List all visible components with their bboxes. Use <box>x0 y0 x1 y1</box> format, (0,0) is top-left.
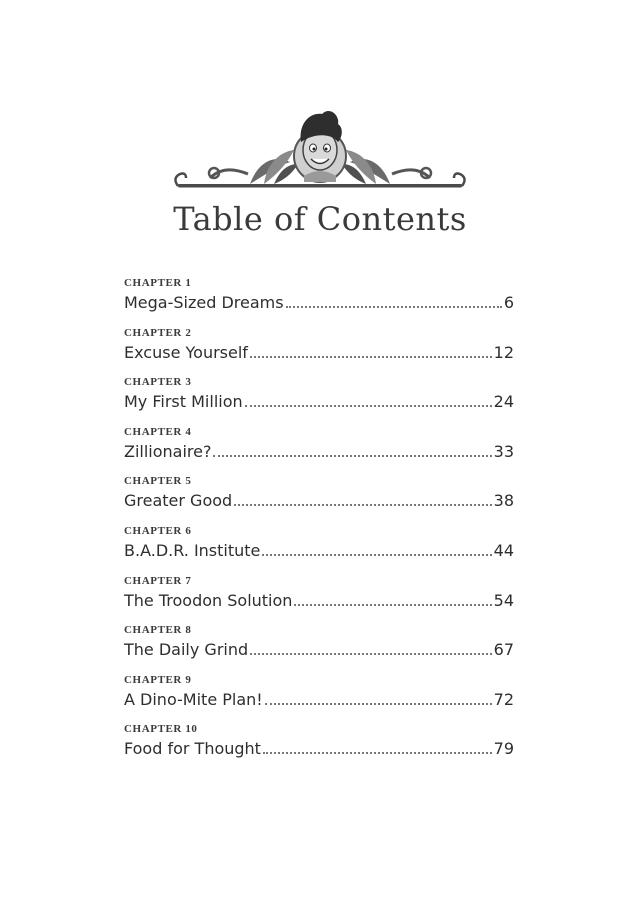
dot-leader <box>294 603 491 606</box>
chapter-title: Greater Good <box>124 491 233 511</box>
toc-entry[interactable] <box>124 425 514 475</box>
chapter-title: B.A.D.R. Institute <box>124 540 261 560</box>
chapter-title: Excuse Yourself <box>124 342 248 362</box>
chapter-title: The Troodon Solution <box>124 590 293 610</box>
dot-leader <box>213 454 491 457</box>
page-number: 38 <box>493 491 514 511</box>
page-number: 67 <box>493 640 514 660</box>
chapter-title: The Daily Grind <box>124 640 249 660</box>
toc-entry[interactable] <box>124 623 514 673</box>
dot-leader <box>250 652 492 655</box>
dot-leader <box>263 751 492 754</box>
toc-entry[interactable] <box>124 474 514 524</box>
toc-entry[interactable] <box>124 722 514 772</box>
page-title: Table of Contents <box>173 200 467 238</box>
chapter-title: Mega-Sized Dreams <box>124 293 284 312</box>
dot-leader <box>286 305 502 308</box>
toc-entry[interactable] <box>124 524 514 574</box>
chapter-label: CHAPTER 5 <box>124 475 192 488</box>
chapter-label: CHAPTER 2 <box>124 326 192 339</box>
boy-head-emblem-icon <box>170 104 470 198</box>
chapter-label: CHAPTER 3 <box>124 376 192 389</box>
page-number: 12 <box>493 342 514 362</box>
page-number: 72 <box>493 689 514 709</box>
dot-leader <box>250 355 492 358</box>
chapter-label: CHAPTER 7 <box>124 574 192 587</box>
chapter-label: CHAPTER 10 <box>124 723 198 736</box>
chapter-label: CHAPTER 8 <box>124 624 192 637</box>
page-number: 33 <box>493 441 514 461</box>
chapter-title: A Dino-Mite Plan! <box>124 689 263 709</box>
page-number: 44 <box>493 540 514 560</box>
chapter-label: CHAPTER 6 <box>124 524 192 537</box>
chapter-label: CHAPTER 1 <box>124 277 192 289</box>
table-of-contents <box>124 276 514 772</box>
chapter-label: CHAPTER 9 <box>124 673 192 686</box>
toc-entry[interactable] <box>124 326 514 376</box>
toc-entry[interactable] <box>124 375 514 425</box>
page-number: 24 <box>493 392 514 412</box>
page-number: 54 <box>493 590 514 610</box>
dot-leader <box>265 702 492 705</box>
page-number: 79 <box>493 739 514 759</box>
dot-leader <box>262 553 491 556</box>
chapter-title: Food for Thought <box>124 739 261 759</box>
toc-entry[interactable] <box>124 673 514 723</box>
toc-entry[interactable] <box>124 574 514 624</box>
dot-leader <box>234 503 491 506</box>
chapter-label: CHAPTER 4 <box>124 425 192 438</box>
chapter-title: Zillionaire? <box>124 441 212 461</box>
toc-entry[interactable] <box>124 276 514 326</box>
page-number: 6 <box>503 293 514 312</box>
dot-leader <box>245 404 492 407</box>
chapter-title: My First Million <box>124 392 243 412</box>
